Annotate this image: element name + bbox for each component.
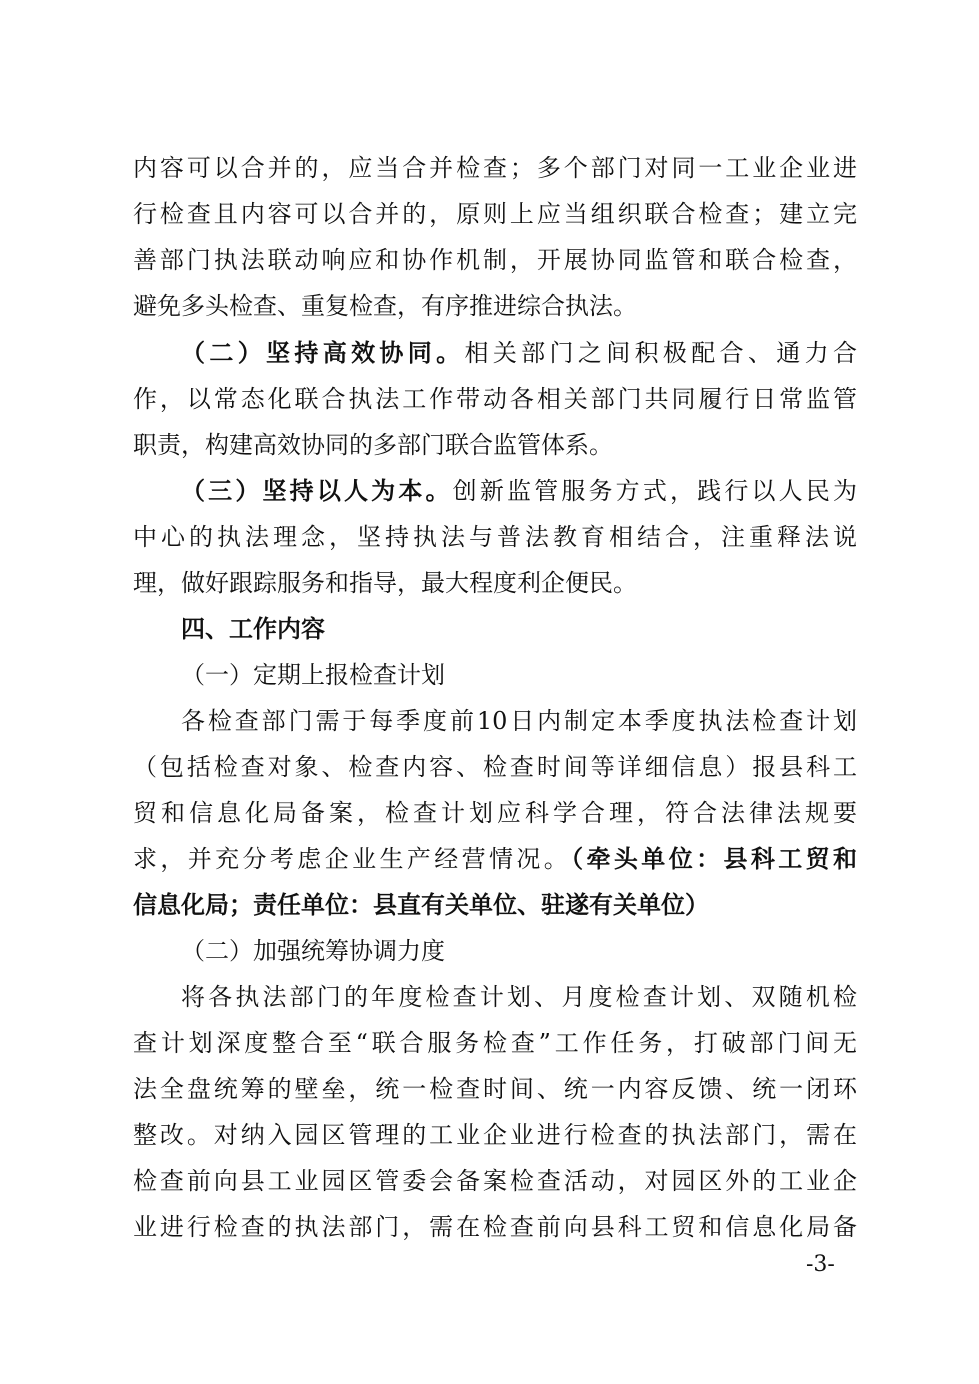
body-line: （包括检查对象、检查内容、检查时间等详细信息）报县科工 — [133, 753, 857, 781]
paragraph-3-lead: （三）坚持以人为本。 — [181, 477, 453, 505]
body-line: 避免多头检查、重复检查，有序推进综合执法。 — [133, 292, 637, 320]
body-line: 行检查且内容可以合并的，原则上应当组织联合检查；建立完 — [133, 200, 857, 228]
subsection-title: （一）定期上报检查计划 — [181, 661, 445, 689]
body-line: 检查前向县工业园区管委会备案检查活动，对园区外的工业企 — [133, 1167, 857, 1195]
body-line: 各检查部门需于每季度前10日内制定本季度执法检查计划 — [181, 707, 857, 735]
paragraph-2-line-1 — [181, 330, 857, 376]
subsection-title: （二）加强统筹协调力度 — [181, 937, 445, 965]
paragraph-2-text: 相关部门之间积极配合、通力合 — [464, 339, 858, 367]
body-line: 作，以常态化联合执法工作带动各相关部门共同履行日常监管 — [133, 385, 857, 413]
body-line: 贸和信息化局备案，检查计划应科学合理，符合法律法规要 — [133, 799, 857, 827]
body-text: 求，并充分考虑企业生产经营情况。 — [133, 845, 572, 873]
body-line: 善部门执法联动响应和协作机制，开展协同监管和联合检查， — [133, 246, 857, 274]
body-line: 职责，构建高效协同的多部门联合监管体系。 — [133, 431, 613, 459]
responsible-units-text: （牵头单位：县科工贸和 — [571, 845, 858, 873]
body-line: 中心的执法理念，坚持执法与普法教育相结合，注重释法说 — [133, 523, 857, 551]
body-line: 内容可以合并的，应当合并检查；多个部门对同一工业企业进 — [133, 154, 857, 182]
paragraph-2-lead: （二）坚持高效协同。 — [181, 339, 465, 367]
responsible-units-text: 信息化局；责任单位：县直有关单位、驻遂有关单位） — [133, 891, 709, 919]
body-line: 将各执法部门的年度检查计划、月度检查计划、双随机检 — [181, 983, 857, 1011]
body-line: 理，做好跟踪服务和指导，最大程度利企便民。 — [133, 569, 637, 597]
body-line-mixed — [133, 836, 857, 882]
paragraph-3-line-1 — [181, 468, 857, 514]
body-line: 整改。对纳入园区管理的工业企业进行检查的执法部门，需在 — [133, 1121, 857, 1149]
body-line: 业进行检查的执法部门，需在检查前向县科工贸和信息化局备 — [133, 1213, 857, 1241]
body-line: 查计划深度整合至“联合服务检查”工作任务，打破部门间无 — [133, 1029, 857, 1057]
section-heading: 四、工作内容 — [181, 615, 325, 643]
paragraph-3-text: 创新监管服务方式，践行以人民为 — [452, 477, 858, 505]
body-line: 法全盘统筹的壁垒，统一检查时间、统一内容反馈、统一闭环 — [133, 1075, 857, 1103]
page-number: -3- — [806, 1252, 835, 1277]
